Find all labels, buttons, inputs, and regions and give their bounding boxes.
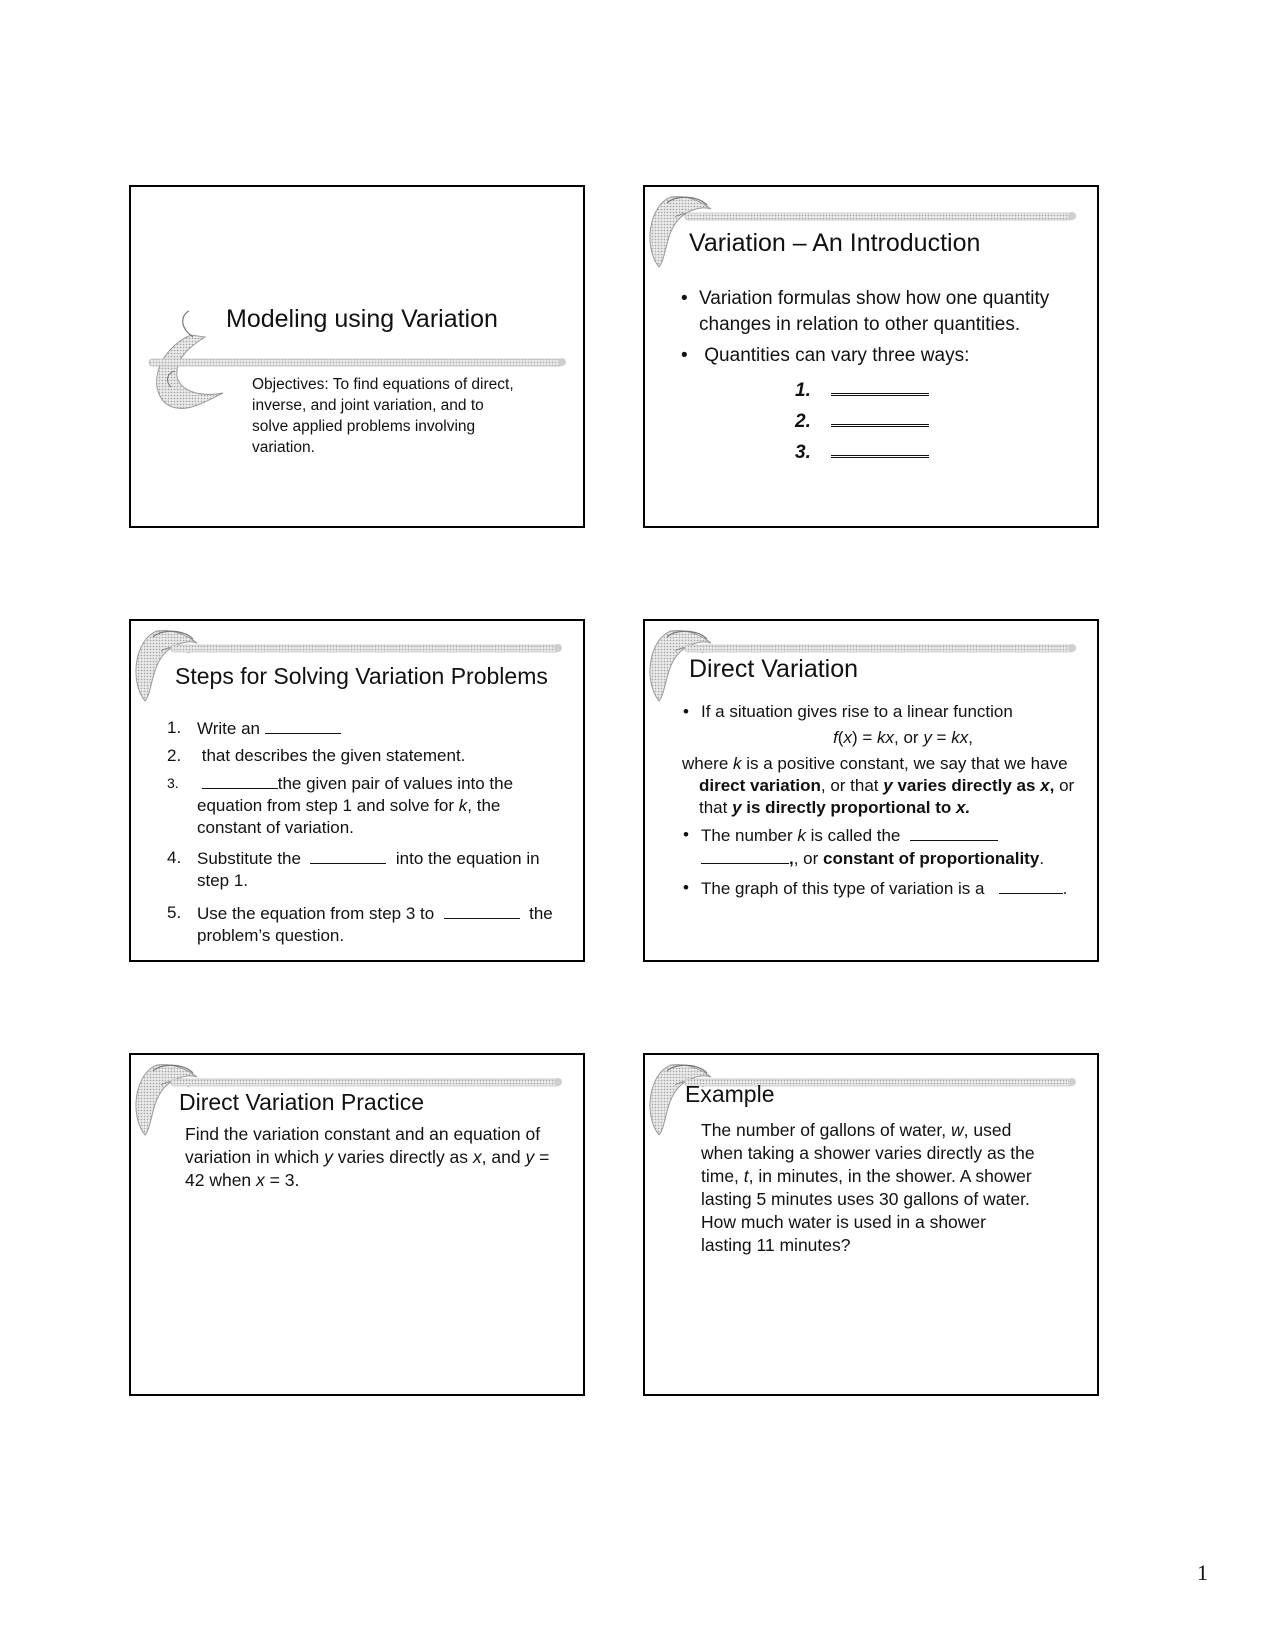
slide-practice [129,1053,585,1396]
slide-direct-variation [643,619,1099,962]
example-text: The number of gallons of water, w, used when taking a shower varies directly as the time, t, in minutes, in the shower. A shower lasting 5 minutes uses 30 gallons of water. How much water is used in a shower lasting 11 minutes? [701,1120,1035,1255]
page-number: 1 [1197,1560,1208,1585]
practice-text: Find the variation constant and an equation of variation in which y varies directly as x, and y = 42 when x = 3. [185,1124,550,1190]
bullet-item: • Quantities can vary three ways: [681,345,970,366]
slide-heading: Variation – An Introduction [689,229,981,257]
swoosh-decoration-icon [131,187,585,528]
step-item: 4. Substitute the into the equation in step 1. [167,848,540,890]
intro-bullets [681,286,1061,369]
way-item-2: 2. [795,406,929,437]
slide-heading: Direct Variation Practice [179,1089,424,1115]
ways-list [795,375,929,468]
slide-steps [129,619,585,962]
formula-line: f(x) = kx, or y = kx, [833,728,973,747]
bullet-item: • The graph of this type of variation is a . [683,878,1068,898]
objectives-text: Objectives: To find equations of direct, inverse, and joint variation, and to solve applied problems involving variation. [252,376,514,456]
step-item: 3. the given pair of values into the equation from step 1 and solve for k, the constant of variation. [167,774,514,837]
slide-heading: Direct Variation [689,655,859,683]
slide-heading: Example [685,1081,775,1107]
slide-title [129,185,585,528]
bullet-item: • If a situation gives rise to a linear function [683,702,1013,721]
slide-title-heading: Modeling using Variation [226,305,498,333]
slide-heading: Steps for Solving Variation Problems [175,663,548,689]
way-item-1: 1. [795,375,929,406]
way-item-3: 3. [795,437,929,468]
step-item: 1. Write an [167,717,557,740]
slide-example [643,1053,1099,1396]
direct-variation-body [683,701,1083,900]
bullet-item: • The number k is called the ,, or constant of proportionality. [683,825,1045,868]
bullet-item: • Variation formulas show how one quantity changes in relation to other quantities. [681,288,1050,335]
steps-list [167,717,557,947]
definition-text: where k is a positive constant, we say that we have direct variation, or that y varies directly as x, or that y is directly proportional to x. [682,754,1075,817]
step-item: 2. that describes the given statement. [167,746,466,765]
slide-variation-intro [643,185,1099,528]
step-item: 5. Use the equation from step 3 to the problem’s question. [167,903,553,945]
